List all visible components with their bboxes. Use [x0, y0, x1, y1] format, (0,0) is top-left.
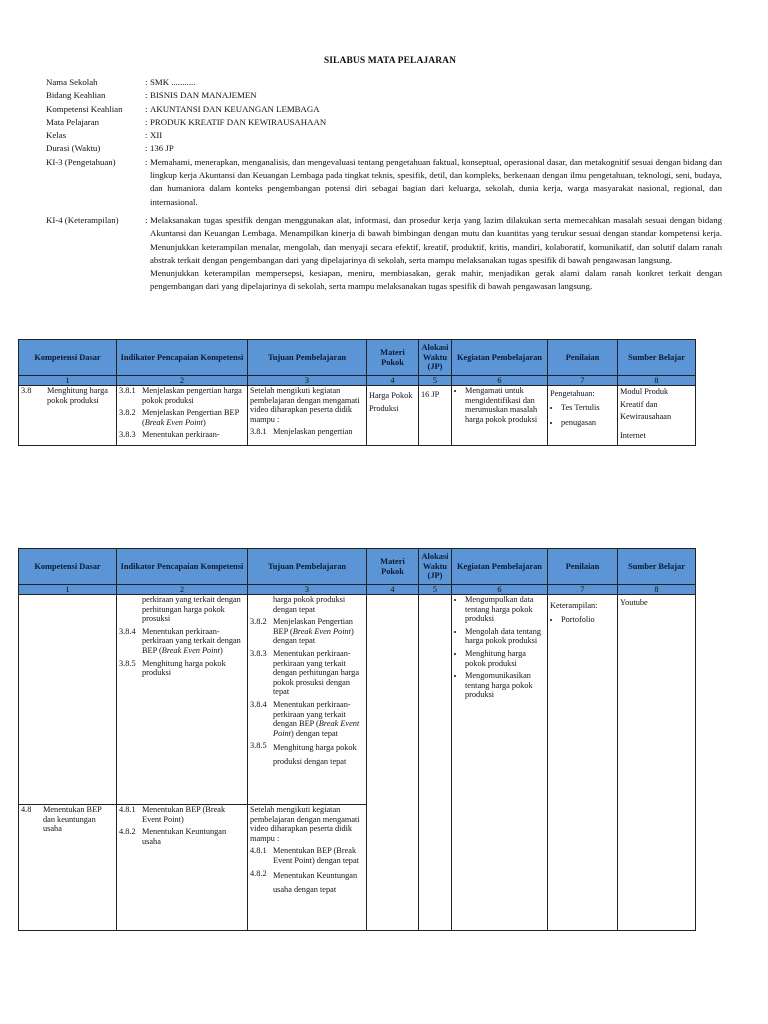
header-tujuan: Tujuan Pembelajaran [248, 340, 367, 376]
kd-text: Menentukan BEP dan keuntungan usaha [43, 805, 102, 834]
syllabus-info [46, 76, 722, 294]
materi-text: Harga Pokok Produksi [369, 391, 413, 413]
syllabus-table-2 [18, 548, 696, 931]
materi-cell [367, 595, 419, 931]
info-row-ki4: KI-4 (Keterampilan) : Melaksanakan tugas spesifik dengan menggunakan alat, informasi, dan prosedur kerja yang lazim dilakukan serta memecahkan masalah sesuai dengan bidang Akuntansi dan Keuangan Lembaga. Menampilkan kinerja di bawah bimbingan dengan mutu dan kuantitas yang terukur sesuai dengan standar kompetensi kerja. Menunjukkan keterampilan menalar, mengolah, dan menyaji secara efektif, kreatif, produktif, kritis, mandiri, kolaboratif, komunikatif, dan solutif dalam ranah abstrak terkait dengan pengembangan dari yang dipelajarinya di sekolah, serta mampu melaksanakan tugas spesifik di bawah pengawasan langsung. Menunjukkan keterampilan mempersepsi, kesiapan, meniru, membiasakan, gerak mahir, menjadikan gerak alami dalam ranah konkret terkait dengan pengembangan dari yang dipelajarinya di sekolah, serta mampu melaksanakan tugas spesifik di bawah pengawasan langsung. [46, 214, 722, 294]
info-value: XII [150, 130, 163, 141]
tujuan-number: 3.8.5 [250, 741, 267, 751]
tujuan-number: 4.8.1 [250, 846, 267, 856]
header-tujuan: Tujuan Pembelajaran [248, 549, 367, 585]
tujuan-continued: harga pokok produksi dengan tepat [273, 595, 346, 614]
col-number: 4 [367, 376, 419, 386]
sumber-text: Modul Produk Kreatif dan Kewirausahaan [620, 387, 672, 421]
penilaian-cell [548, 595, 618, 931]
info-row-school: Nama Sekolah : SMK ........... [46, 76, 722, 89]
ki3-text: Memahami, menerapkan, menganalisis, dan mengevaluasi tentang pengetahuan faktual, konseptual, operasional dasar, dan metakognitif sesuai dengan bidang dan lingkup kerja Akuntansi dan Keuangan Lembaga pada tingkat teknis, spesifik, detil, dan kompleks, berkenaan dengan ilmu pengetahuan, teknologi, seni, budaya, dan humaniora dalam konteks pengembangan potensi diri sebagai bagian dari keluarga, sekolah, dunia kerja, warga masyarakat nasional, regional, dan internasional. [150, 156, 722, 207]
kd-number: 4.8 [21, 805, 32, 814]
tujuan-text: Menentukan perkiraan-perkiraan yang terkait dengan perhitungan harga pokok prosuksi dengan tepat [273, 648, 360, 697]
info-label: KI-3 (Pengetahuan) [46, 156, 116, 167]
ind-number: 3.8.4 [119, 626, 136, 636]
kegiatan-cell [452, 386, 548, 446]
header-kompetensi-dasar: Kompetensi Dasar [19, 549, 117, 585]
penilaian-item: • penugasan [561, 418, 615, 428]
alokasi-cell [419, 386, 452, 446]
ind-number: 3.8.5 [119, 658, 136, 668]
info-label: Kelas [46, 130, 67, 141]
tujuan-number: 3.8.2 [250, 617, 267, 627]
info-label: Nama Sekolah [46, 77, 98, 87]
header-sumber: Sumber Belajar [618, 549, 696, 585]
table-row [19, 595, 696, 805]
ind-number: 4.8.1 [119, 805, 136, 814]
info-row-field: Bidang Keahlian : BISNIS DAN MANAJEMEN [46, 89, 722, 102]
col-number: 8 [618, 376, 696, 386]
ind-continued: perkiraan yang terkait dengan perhitungan harga pokok prosuksi [142, 595, 241, 624]
ki4-text: Melaksanakan tugas spesifik dengan menggunakan alat, informasi, dan prosedur kerja yang lazim dilakukan serta memecahkan masalah sesuai dengan bidang Akuntansi dan Keuangan Lembaga. Menampilkan kinerja di bawah bimbingan dengan mutu dan kuantitas yang terukur sesuai dengan standar kompetensi kerja. Menunjukkan keterampilan menalar, mengolah, dan menyaji secara efektif, kreatif, produktif, kritis, mandiri, kolaboratif, komunikatif, dan solutif dalam ranah abstrak terkait dengan pengembangan dari yang dipelajarinya di sekolah, serta mampu melaksanakan tugas spesifik di bawah pengawasan langsung. [150, 214, 722, 265]
info-value: BISNIS DAN MANAJEMEN [150, 90, 257, 101]
col-number: 7 [548, 585, 618, 595]
tujuan-cell [248, 805, 367, 931]
ind-text: Menentukan Keuntungan usaha [142, 827, 227, 846]
kegiatan-item: • Mengolah data tentang harga pokok produksi [465, 627, 545, 646]
kegiatan-cell [452, 595, 548, 931]
kd-number: 3.8 [21, 386, 32, 395]
penilaian-cell [548, 386, 618, 446]
header-kompetensi-dasar: Kompetensi Dasar [19, 340, 117, 376]
info-row-subject: Mata Pelajaran : PRODUK KREATIF DAN KEWIRAUSAHAAN [46, 116, 722, 129]
ind-number: 3.8.1 [119, 386, 136, 395]
tujuan-text: Menghitung harga pokok produksi dengan tepat [273, 743, 357, 767]
info-label: KI-4 (Keterampilan) [46, 214, 119, 225]
col-number: 1 [19, 376, 117, 386]
kegiatan-item: • Menghitung harga pokok produksi [465, 649, 545, 668]
tujuan-text: Menentukan perkiraan-perkiraan yang terkait dengan BEP (Break Event Point) dengan tepat [273, 699, 360, 738]
info-row-ki3: KI-3 (Pengetahuan) : Memahami, menerapkan, menganalisis, dan mengevaluasi tentang pengetahuan faktual, konseptual, operasional dasar, dan metakognitif sesuai dengan bidang dan lingkup kerja Akuntansi dan Keuangan Lembaga pada tingkat teknis, spesifik, detil, dan kompleks, berkenaan dengan ilmu pengetahuan, teknologi, seni, budaya, dan humaniora dalam konteks pengembangan potensi diri sebagai bagian dari keluarga, sekolah, dunia kerja, warga masyarakat nasional, regional, dan internasional. [46, 156, 722, 209]
kegiatan-item: • Mengamati untuk mengidentifikasi dan merumuskan masalah harga pokok produksi [465, 386, 545, 424]
ki4-text-2: Menunjukkan keterampilan mempersepsi, kesiapan, meniru, membiasakan, gerak mahir, menjadikan gerak alami dalam ranah konkret terkait dengan pengembangan dari yang dipelajarinya di sekolah, serta mampu melaksanakan tugas spesifik di bawah pengawasan langsung. [150, 268, 722, 292]
sumber-cell [618, 386, 696, 446]
col-number: 6 [452, 585, 548, 595]
header-penilaian: Penilaian [548, 549, 618, 585]
header-sumber: Sumber Belajar [618, 340, 696, 376]
header-alokasi: Alokasi Waktu (JP) [419, 340, 452, 376]
penilaian-label: Pengetahuan: [550, 389, 595, 398]
materi-cell [367, 386, 419, 446]
col-number: 7 [548, 376, 618, 386]
info-row-class: Kelas : XII [46, 129, 722, 142]
ind-number: 3.8.3 [119, 430, 136, 440]
tujuan-text: Menentukan BEP (Break Event Point) dengan tepat [273, 846, 359, 865]
col-number: 4 [367, 585, 419, 595]
header-kegiatan: Kegiatan Pembelajaran [452, 549, 548, 585]
penilaian-item: • Tes Tertulis [561, 403, 615, 413]
ind-number: 4.8.2 [119, 827, 136, 837]
indikator-cell [117, 386, 248, 446]
penilaian-item: • Portofolio [561, 615, 615, 625]
header-materi: Materi Pokok [367, 549, 419, 585]
indikator-cell [117, 805, 248, 931]
col-number: 6 [452, 376, 548, 386]
col-number: 2 [117, 585, 248, 595]
kegiatan-item: • Mengumpulkan data tentang harga pokok produksi [465, 595, 545, 624]
col-number: 3 [248, 585, 367, 595]
header-indikator: Indikator Pencapaian Kompetensi [117, 340, 248, 376]
ind-text: Menentukan BEP (Break Event Point) [142, 805, 226, 824]
sumber-text-2: Internet [620, 430, 646, 440]
header-alokasi: Alokasi Waktu (JP) [419, 549, 452, 585]
kd-cell [19, 386, 117, 446]
ind-text: Menjelaskan Pengertian BEP (Break Even Point) [142, 408, 239, 427]
tujuan-cell [248, 386, 367, 446]
table-row [19, 386, 696, 446]
info-value: PRODUK KREATIF DAN KEWIRAUSAHAAN [150, 116, 327, 127]
kegiatan-item: • Mengomunikasikan tentang harga pokok produksi [465, 671, 545, 700]
col-number: 1 [19, 585, 117, 595]
kd-text: Menghitung harga pokok produksi [47, 386, 108, 405]
ind-number: 3.8.2 [119, 408, 136, 418]
sumber-text: Youtube [620, 598, 648, 607]
tujuan-intro: Setelah mengikuti kegiatan pembelajaran dengan mengamati video diharapkan peserta didik mampu : [250, 386, 360, 424]
tujuan-number: 3.8.3 [250, 648, 267, 658]
ind-text: Menentukan perkiraan-perkiraan yang terkait dengan BEP (Break Even Point) [142, 626, 241, 655]
col-number: 8 [618, 585, 696, 595]
info-label: Bidang Keahlian [46, 90, 106, 101]
tujuan-intro: Setelah mengikuti kegiatan pembelajaran dengan mengamati video diharapkan peserta didik mampu : [250, 805, 360, 843]
info-value: 136 JP [150, 143, 174, 154]
header-indikator: Indikator Pencapaian Kompetensi [117, 549, 248, 585]
alokasi-text: 16 JP [421, 390, 440, 399]
tujuan-text: Menentukan Keuntungan usaha dengan tepat [273, 870, 358, 894]
col-number: 5 [419, 585, 452, 595]
penilaian-label: Keterampilan: [550, 601, 598, 610]
document-title: SILABUS MATA PELAJARAN [323, 56, 457, 66]
info-label: Mata Pelajaran [46, 116, 100, 127]
syllabus-table-1 [18, 339, 696, 446]
info-label: Durasi (Waktu) [46, 143, 101, 154]
indikator-cell [117, 595, 248, 805]
header-materi: Materi Pokok [367, 340, 419, 376]
col-number: 5 [419, 376, 452, 386]
ind-text: Menghitung harga pokok produksi [142, 658, 226, 678]
tujuan-number: 3.8.1 [250, 427, 267, 437]
tujuan-text: Menjelaskan Pengertian BEP (Break Even Point) dengan tepat [273, 617, 354, 646]
alokasi-cell [419, 595, 452, 931]
header-kegiatan: Kegiatan Pembelajaran [452, 340, 548, 376]
tujuan-cell [248, 595, 367, 805]
col-number: 3 [248, 376, 367, 386]
tujuan-number: 4.8.2 [250, 868, 267, 878]
kd-cell [19, 595, 117, 805]
tujuan-number: 3.8.4 [250, 699, 267, 709]
header-penilaian: Penilaian [548, 340, 618, 376]
col-number: 2 [117, 376, 248, 386]
info-row-competency: Kompetensi Keahlian : AKUNTANSI DAN KEUANGAN LEMBAGA [46, 103, 722, 116]
ind-text: Menjelaskan pengertian harga pokok produksi [142, 386, 242, 405]
ind-text: Menentukan perkiraan- [142, 430, 220, 440]
tujuan-text: Menjelaskan pengertian [273, 427, 353, 437]
info-value: SMK ........... [150, 77, 196, 87]
info-value: AKUNTANSI DAN KEUANGAN LEMBAGA [150, 103, 320, 114]
info-row-duration: Durasi (Waktu) : 136 JP [46, 142, 722, 155]
kd-cell [19, 805, 117, 931]
sumber-cell [618, 595, 696, 931]
info-label: Kompetensi Keahlian [46, 103, 123, 114]
